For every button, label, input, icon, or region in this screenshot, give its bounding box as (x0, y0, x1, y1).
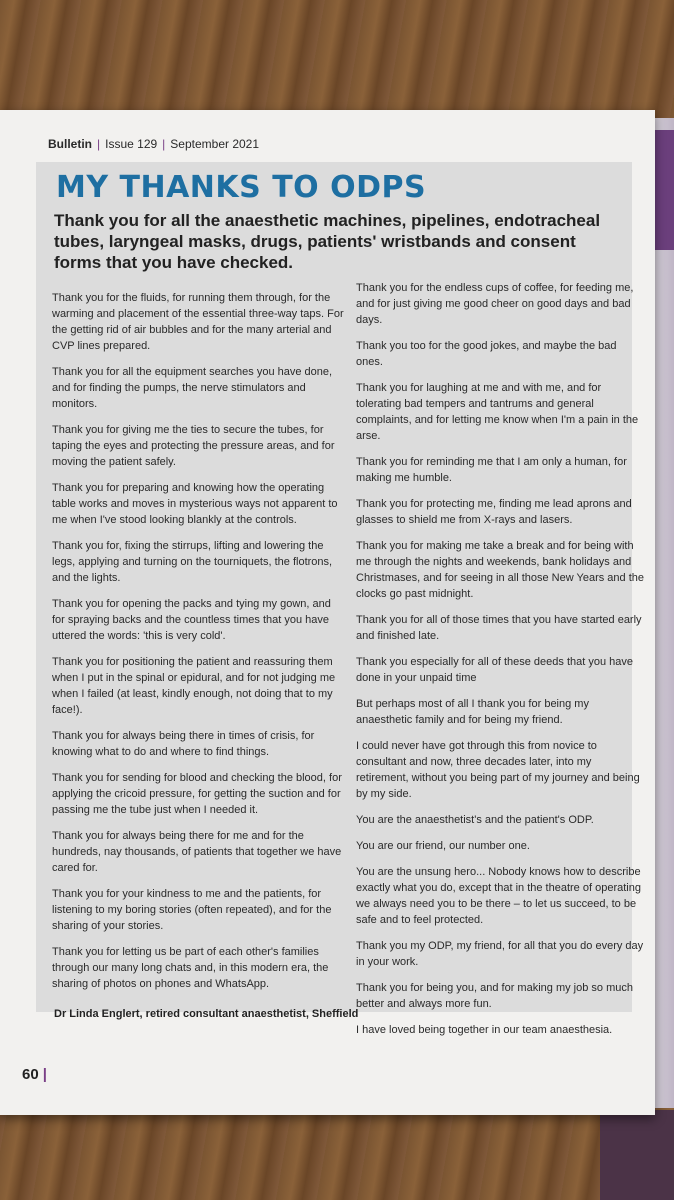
paragraph: Thank you for all of those times that you have started early and finished late. (356, 614, 642, 642)
paragraph: Thank you for giving me the ties to secure the tubes, for taping the eyes and protecting the pressure areas, and for moving the patient safely. (52, 424, 335, 468)
paragraph: Thank you for preparing and knowing how the operating table works and moves in mysterious ways not apparent to me when I've stood looking blankly at the controls. (52, 482, 338, 526)
paragraph: Thank you for protecting me, finding me lead aprons and glasses to shield me from X-rays and lasers. (356, 498, 632, 526)
page-number: 60 (22, 1066, 39, 1083)
left-column (52, 290, 344, 1002)
paragraph: Thank you for all the equipment searches you have done, and for finding the pumps, the nerve stimulators and monitors. (52, 366, 333, 410)
paragraph: Thank you too for the good jokes, and maybe the bad ones. (356, 340, 617, 368)
paragraph: You are our friend, our number one. (356, 840, 530, 852)
paragraph: I have loved being together in our team anaesthesia. (356, 1024, 613, 1036)
issue-number: Issue 129 (105, 137, 158, 151)
paragraph: Thank you for the fluids, for running them through, for the warming and placement of the essential three-way taps. For the getting rid of air bubbles and for the many arterial and CVP lines prepared. (52, 292, 344, 352)
paragraph: Thank you for positioning the patient and reassuring them when I put in the spinal or epidural, and for not judging me when I failed (at least, kindly enough, not doing that to my face!). (52, 656, 336, 716)
separator: | (162, 137, 166, 151)
paragraph: You are the anaesthetist's and the patient's ODP. (356, 814, 594, 826)
right-column (356, 280, 646, 1048)
issue-date: September 2021 (170, 137, 260, 151)
separator: | (97, 137, 101, 151)
author-signature: Dr Linda Englert, retired consultant anaesthetist, Sheffield (54, 1008, 359, 1020)
paragraph: Thank you for your kindness to me and the patients, for listening to my boring stories (often repeated), and for the sharing of your stories. (52, 888, 332, 932)
page-number-bar: | (42, 1066, 47, 1083)
paragraph: Thank you for always being there in times of crisis, for knowing what to do and where to find things. (52, 730, 315, 758)
paragraph: Thank you for opening the packs and tying my gown, and for spraying backs and the countless times that you have uttered the words: 'this is very cold'. (52, 598, 331, 642)
publication-name: Bulletin (48, 137, 92, 151)
paragraph: Thank you for always being there for me and for the hundreds, nay thousands, of patients that together we have cared for. (52, 830, 342, 874)
paragraph: Thank you for laughing at me and with me, and for tolerating bad tempers and tantrums and general complaints, and for letting me know when I'm a pain in the arse. (356, 382, 639, 442)
paragraph: Thank you my ODP, my friend, for all that you do every day in your work. (356, 940, 644, 968)
background-object (600, 1110, 674, 1200)
paragraph: But perhaps most of all I thank you for being my anaesthetic family and for being my friend. (356, 698, 589, 726)
page-number-block (22, 1066, 47, 1083)
running-header (48, 137, 259, 151)
article-title: MY THANKS TO ODPS (56, 170, 427, 205)
paragraph: You are the unsung hero... Nobody knows how to describe exactly what you do, except that in the theatre of operating we always need you to be there – to let us succeed, to be safe and to feel protected. (356, 866, 641, 926)
paragraph: I could never have got through this from novice to consultant and now, three decades later, into my retirement, without you being part of my journey and being by my side. (356, 740, 640, 800)
paragraph: Thank you for being you, and for making my job so much better and always more fun. (356, 982, 633, 1010)
paragraph: Thank you for letting us be part of each other's families through our many long chats and, in this modern era, the sharing of photos on phones and WhatsApp. (52, 946, 329, 990)
paragraph: Thank you especially for all of these deeds that you have done in your unpaid time (356, 656, 634, 684)
paragraph: Thank you for reminding me that I am only a human, for making me humble. (356, 456, 627, 484)
paragraph: Thank you for the endless cups of coffee, for feeding me, and for just giving me good cheer on good days and bad days. (356, 282, 634, 326)
paragraph: Thank you for, fixing the stirrups, lifting and lowering the legs, applying and turning on the tourniquets, the flotrons, and the lights. (52, 540, 333, 584)
article-intro: Thank you for all the anaesthetic machines, pipelines, endotracheal tubes, laryngeal masks, drugs, patients' wristbands and consent forms that you have checked. (54, 211, 601, 272)
paragraph: Thank you for making me take a break and for being with me through the nights and weekends, bank holidays and Christmases, and for seeing in all those New Years and the clocks go past midnight. (356, 540, 644, 600)
paragraph: Thank you for sending for blood and checking the blood, for applying the cricoid pressure, for getting the suction and for passing me the tube just when I needed it. (52, 772, 342, 816)
